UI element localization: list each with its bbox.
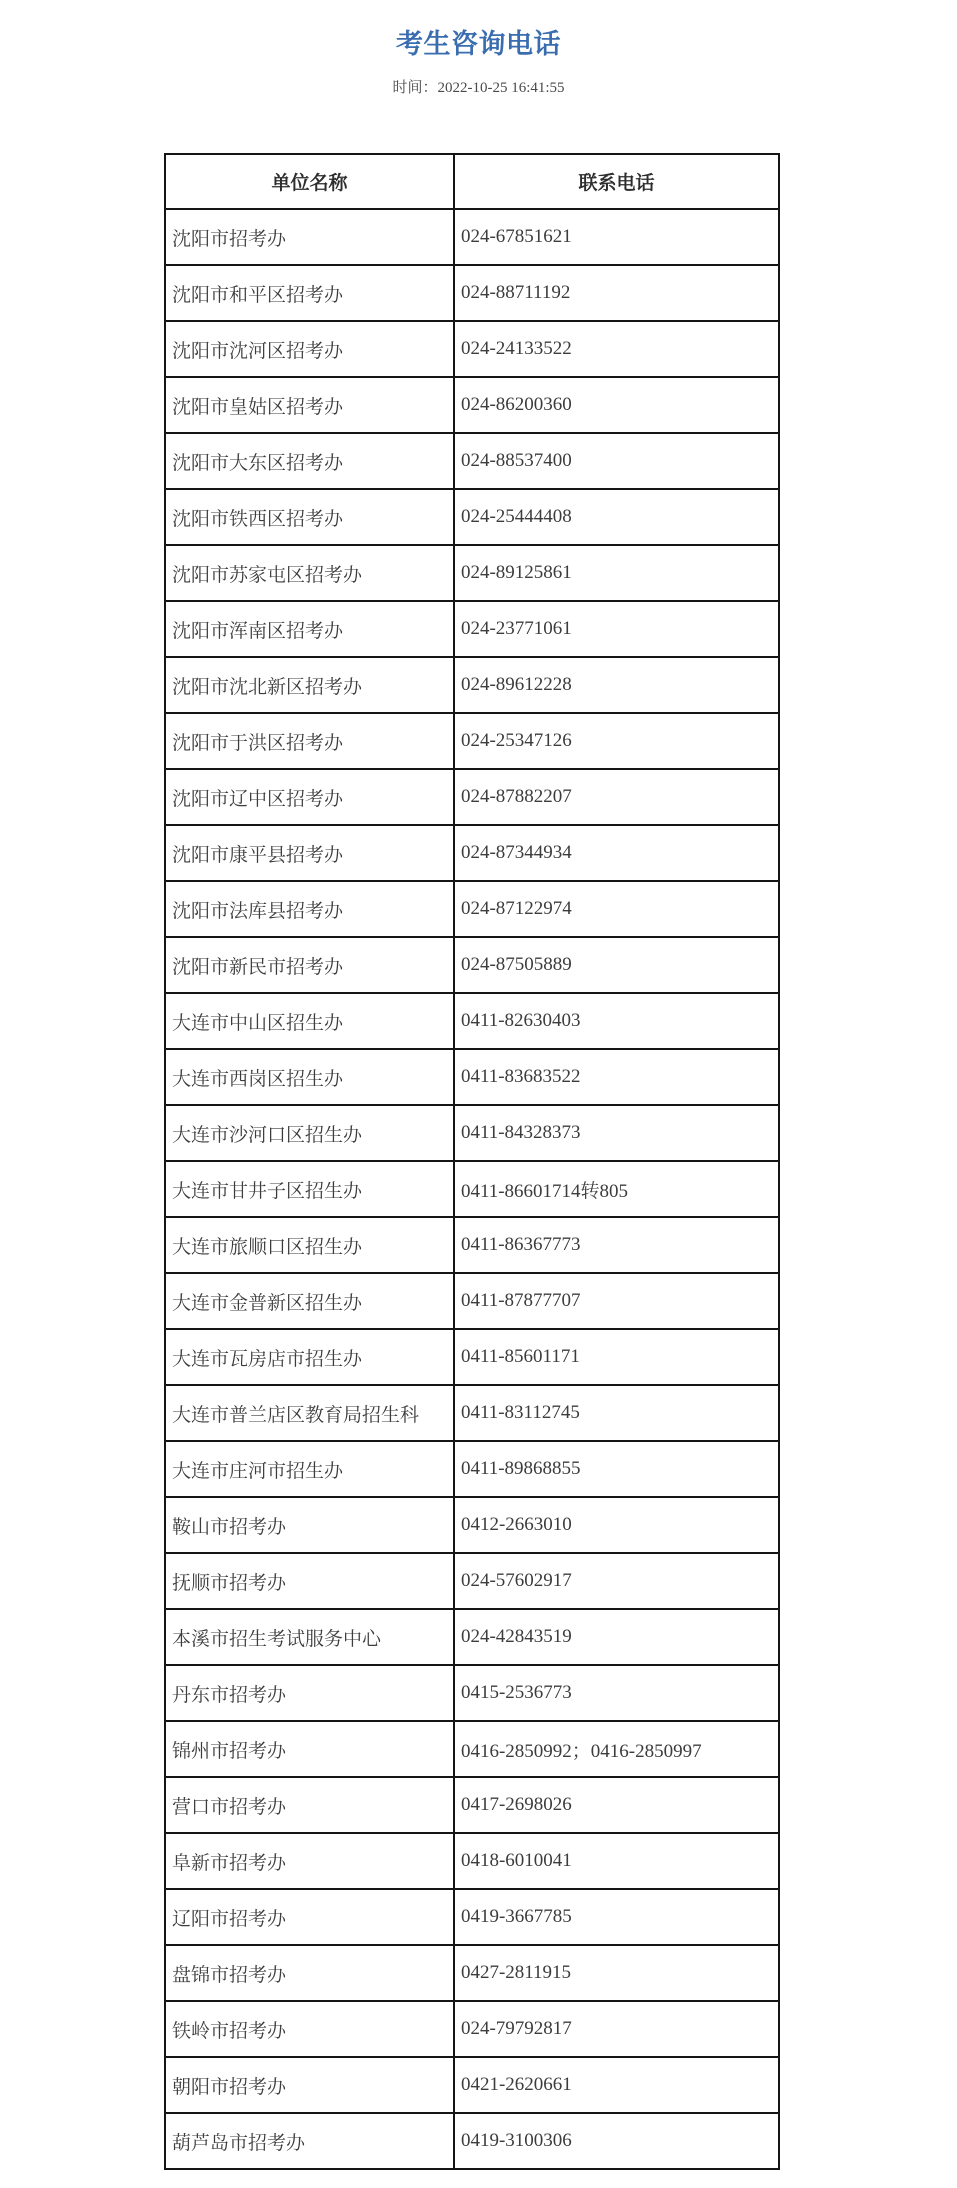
phone-cell: 024-88537400: [454, 433, 779, 489]
phone-cell: 024-89612228: [454, 657, 779, 713]
table-row: [165, 1553, 779, 1609]
phone-cell: 024-87882207: [454, 769, 779, 825]
table-header-row: [165, 154, 779, 209]
table-row: [165, 1161, 779, 1217]
phone-cell: 0421-2620661: [454, 2057, 779, 2113]
column-header-phone: 联系电话: [454, 154, 779, 209]
unit-cell: 大连市旅顺口区招生办: [165, 1217, 454, 1273]
unit-cell: 大连市庄河市招生办: [165, 1441, 454, 1497]
phone-cell: 0415-2536773: [454, 1665, 779, 1721]
table-row: [165, 1217, 779, 1273]
table-row: [165, 1665, 779, 1721]
table-row: [165, 1441, 779, 1497]
table-row: [165, 601, 779, 657]
phone-cell: 0419-3100306: [454, 2113, 779, 2169]
unit-cell: 沈阳市大东区招考办: [165, 433, 454, 489]
table-row: [165, 1273, 779, 1329]
table-row: [165, 1105, 779, 1161]
unit-cell: 锦州市招考办: [165, 1721, 454, 1777]
unit-cell: 大连市金普新区招生办: [165, 1273, 454, 1329]
phone-cell: 0427-2811915: [454, 1945, 779, 2001]
unit-cell: 鞍山市招考办: [165, 1497, 454, 1553]
phone-cell: 024-42843519: [454, 1609, 779, 1665]
phone-cell: 024-25444408: [454, 489, 779, 545]
phone-cell: 024-88711192: [454, 265, 779, 321]
unit-cell: 沈阳市康平县招考办: [165, 825, 454, 881]
table-row: [165, 881, 779, 937]
phone-cell: 0411-85601171: [454, 1329, 779, 1385]
unit-cell: 大连市中山区招生办: [165, 993, 454, 1049]
unit-cell: 大连市普兰店区教育局招生科: [165, 1385, 454, 1441]
phone-cell: 0419-3667785: [454, 1889, 779, 1945]
table-row: [165, 2113, 779, 2169]
unit-cell: 沈阳市和平区招考办: [165, 265, 454, 321]
table-row: [165, 1777, 779, 1833]
table-row: [165, 2001, 779, 2057]
phone-cell: 024-24133522: [454, 321, 779, 377]
phone-cell: 0416-2850992；0416-2850997: [454, 1721, 779, 1777]
phone-cell: 0411-82630403: [454, 993, 779, 1049]
table-row: [165, 713, 779, 769]
unit-cell: 丹东市招考办: [165, 1665, 454, 1721]
table-row: [165, 321, 779, 377]
table-row: [165, 377, 779, 433]
phone-cell: 0417-2698026: [454, 1777, 779, 1833]
phone-cell: 024-87505889: [454, 937, 779, 993]
phone-cell: 0411-89868855: [454, 1441, 779, 1497]
phone-table: [164, 153, 780, 2170]
table-row: [165, 1609, 779, 1665]
phone-cell: 024-87122974: [454, 881, 779, 937]
table-row: [165, 489, 779, 545]
column-header-unit: 单位名称: [165, 154, 454, 209]
unit-cell: 沈阳市皇姑区招考办: [165, 377, 454, 433]
phone-cell: 024-57602917: [454, 1553, 779, 1609]
phone-cell: 0411-86367773: [454, 1217, 779, 1273]
unit-cell: 朝阳市招考办: [165, 2057, 454, 2113]
phone-cell: 024-23771061: [454, 601, 779, 657]
table-row: [165, 657, 779, 713]
unit-cell: 葫芦岛市招考办: [165, 2113, 454, 2169]
unit-cell: 沈阳市沈北新区招考办: [165, 657, 454, 713]
unit-cell: 沈阳市法库县招考办: [165, 881, 454, 937]
unit-cell: 沈阳市新民市招考办: [165, 937, 454, 993]
unit-cell: 沈阳市浑南区招考办: [165, 601, 454, 657]
table-row: [165, 1385, 779, 1441]
unit-cell: 大连市甘井子区招生办: [165, 1161, 454, 1217]
phone-cell: 0411-83683522: [454, 1049, 779, 1105]
table-row: [165, 937, 779, 993]
phone-cell: 0411-87877707: [454, 1273, 779, 1329]
table-row: [165, 1329, 779, 1385]
unit-cell: 沈阳市辽中区招考办: [165, 769, 454, 825]
table-row: [165, 1049, 779, 1105]
table-row: [165, 1833, 779, 1889]
phone-cell: 024-89125861: [454, 545, 779, 601]
unit-cell: 大连市沙河口区招生办: [165, 1105, 454, 1161]
phone-cell: 024-87344934: [454, 825, 779, 881]
unit-cell: 阜新市招考办: [165, 1833, 454, 1889]
phone-cell: 024-67851621: [454, 209, 779, 265]
table-row: [165, 825, 779, 881]
unit-cell: 铁岭市招考办: [165, 2001, 454, 2057]
table-row: [165, 769, 779, 825]
table-row: [165, 1721, 779, 1777]
unit-cell: 沈阳市沈河区招考办: [165, 321, 454, 377]
unit-cell: 沈阳市苏家屯区招考办: [165, 545, 454, 601]
phone-cell: 024-25347126: [454, 713, 779, 769]
unit-cell: 抚顺市招考办: [165, 1553, 454, 1609]
phone-cell: 024-79792817: [454, 2001, 779, 2057]
table-row: [165, 2057, 779, 2113]
unit-cell: 营口市招考办: [165, 1777, 454, 1833]
unit-cell: 盘锦市招考办: [165, 1945, 454, 2001]
unit-cell: 辽阳市招考办: [165, 1889, 454, 1945]
table-body: [165, 209, 779, 2169]
phone-cell: 0411-83112745: [454, 1385, 779, 1441]
unit-cell: 大连市瓦房店市招生办: [165, 1329, 454, 1385]
table-row: [165, 265, 779, 321]
unit-cell: 大连市西岗区招生办: [165, 1049, 454, 1105]
page-title: 考生咨询电话: [396, 29, 561, 59]
phone-cell: 0412-2663010: [454, 1497, 779, 1553]
unit-cell: 沈阳市铁西区招考办: [165, 489, 454, 545]
table-row: [165, 209, 779, 265]
table-row: [165, 433, 779, 489]
unit-cell: 本溪市招生考试服务中心: [165, 1609, 454, 1665]
table-row: [165, 1497, 779, 1553]
phone-cell: 0411-86601714转805: [454, 1161, 779, 1217]
unit-cell: 沈阳市招考办: [165, 209, 454, 265]
table-row: [165, 545, 779, 601]
unit-cell: 沈阳市于洪区招考办: [165, 713, 454, 769]
table-row: [165, 993, 779, 1049]
table-row: [165, 1945, 779, 2001]
phone-cell: 0418-6010041: [454, 1833, 779, 1889]
publish-timestamp: 时间：2022-10-25 16:41:55: [392, 80, 565, 96]
table-row: [165, 1889, 779, 1945]
phone-cell: 0411-84328373: [454, 1105, 779, 1161]
phone-cell: 024-86200360: [454, 377, 779, 433]
